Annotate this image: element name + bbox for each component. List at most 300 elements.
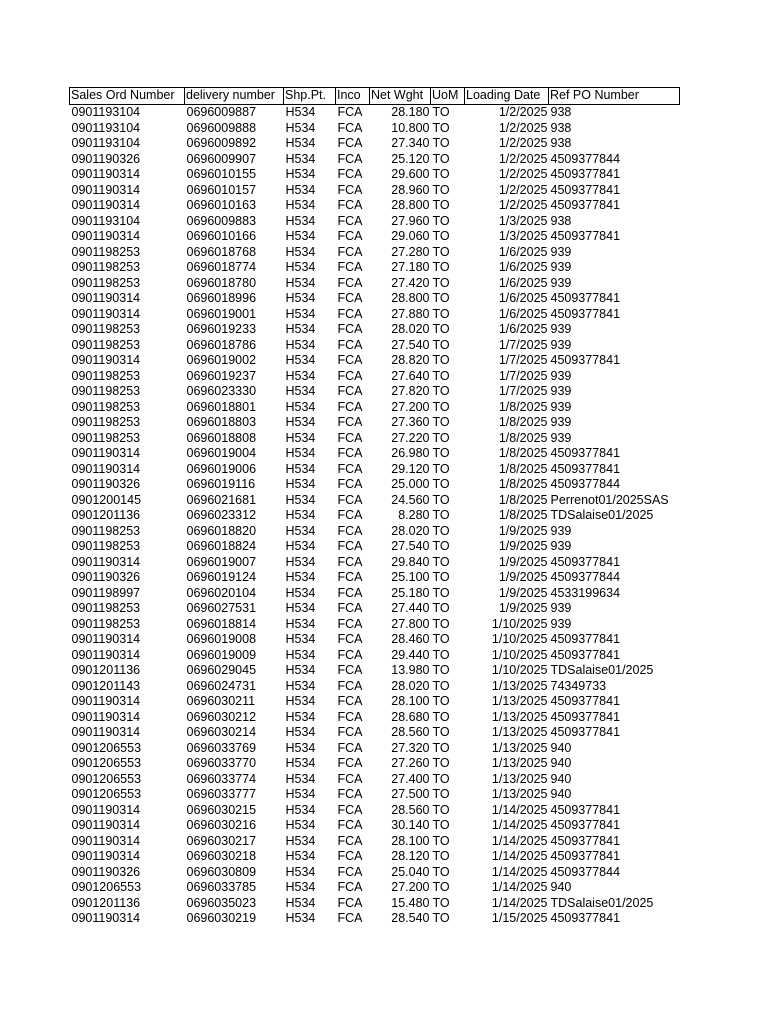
ref-po-number-cell: 939 <box>550 337 572 352</box>
ref-po-number-cell: 4509377841 <box>550 709 621 724</box>
header-loading-date: Loading Date <box>465 88 549 105</box>
shipping-point-cell: H534 <box>285 198 316 212</box>
loading-date-cell: 1/7/2025 <box>498 368 548 383</box>
uom-cell: TO <box>432 849 450 863</box>
loading-date-cell: 1/10/2025 <box>491 616 548 631</box>
ref-po-number-cell: 940 <box>550 880 572 894</box>
inco-cell: FCA <box>337 508 363 522</box>
loading-date-cell: 1/2/2025 <box>498 105 548 119</box>
net-weight-cell: 28.540 <box>391 911 430 925</box>
table-row <box>70 818 680 834</box>
table-header <box>70 88 680 105</box>
net-weight-cell: 27.200 <box>391 880 430 894</box>
ref-po-number-cell: 938 <box>550 105 572 119</box>
loading-date-cell: 1/6/2025 <box>498 291 548 305</box>
shipping-point-cell: H534 <box>285 275 316 290</box>
ref-po-number-cell: 939 <box>550 430 572 445</box>
net-weight-cell: 27.220 <box>391 430 430 445</box>
inco-cell: FCA <box>337 601 363 615</box>
header-delivery-number: delivery number <box>185 88 284 105</box>
loading-date-cell: 1/8/2025 <box>498 461 548 476</box>
loading-date-cell: 1/14/2025 <box>491 895 548 910</box>
net-weight-cell: 27.280 <box>391 244 430 259</box>
ref-po-number-cell: 939 <box>550 384 572 398</box>
inco-cell: FCA <box>337 384 363 398</box>
net-weight-cell: 28.820 <box>391 353 430 367</box>
table-row <box>70 756 680 772</box>
inco-cell: FCA <box>337 709 363 724</box>
delivery-number-cell: 0696030216 <box>186 818 257 832</box>
inco-cell: FCA <box>337 585 363 600</box>
net-weight-cell: 28.560 <box>391 802 430 817</box>
net-weight-cell: 28.960 <box>391 182 430 197</box>
shipping-point-cell: H534 <box>285 911 316 925</box>
loading-date-cell: 1/9/2025 <box>498 585 548 600</box>
ref-po-number-cell: 4533199634 <box>550 585 621 600</box>
header-net-weight: Net Wght <box>370 88 431 105</box>
sales-ord-number-cell: 0901201136 <box>71 508 141 522</box>
loading-date-cell: 1/14/2025 <box>491 880 548 894</box>
shipping-point-cell: H534 <box>285 601 316 615</box>
uom-cell: TO <box>432 864 450 879</box>
delivery-number-cell: 0696019002 <box>186 353 257 367</box>
delivery-number-cell: 0696027531 <box>186 601 257 615</box>
sales-ord-number-cell: 0901190314 <box>71 182 141 197</box>
loading-date-cell: 1/2/2025 <box>498 136 548 150</box>
inco-cell: FCA <box>337 182 363 197</box>
shipping-point-cell: H534 <box>285 523 316 538</box>
table-row <box>70 245 680 261</box>
ref-po-number-cell: 4509377844 <box>550 151 621 166</box>
net-weight-cell: 29.440 <box>391 647 430 662</box>
delivery-number-cell: 0696029045 <box>186 663 257 677</box>
ref-po-number-cell: 4509377841 <box>550 306 621 321</box>
delivery-number-cell: 0696030214 <box>186 725 257 739</box>
ref-po-number-cell: 4509377841 <box>550 198 621 212</box>
ref-po-number-cell: 939 <box>550 368 572 383</box>
ref-po-number-cell: 4509377841 <box>550 229 621 243</box>
sales-ord-number-cell: 0901201136 <box>71 663 141 677</box>
inco-cell: FCA <box>337 647 363 662</box>
loading-date-cell: 1/13/2025 <box>491 756 548 770</box>
loading-date-cell: 1/9/2025 <box>498 570 548 584</box>
net-weight-cell: 25.180 <box>391 585 430 600</box>
header-shipping-point: Shp.Pt. <box>284 88 336 105</box>
delivery-number-cell: 0696033785 <box>186 880 257 894</box>
net-weight-cell: 29.600 <box>391 167 430 181</box>
table-body <box>70 105 680 927</box>
delivery-number-cell: 0696024731 <box>186 678 257 693</box>
sales-ord-number-cell: 0901193104 <box>71 120 141 135</box>
ref-po-number-cell: 939 <box>550 601 572 615</box>
uom-cell: TO <box>432 663 450 677</box>
delivery-number-cell: 0696019001 <box>186 306 257 321</box>
uom-cell: TO <box>432 508 450 522</box>
ref-po-number-cell: 939 <box>550 523 572 538</box>
loading-date-cell: 1/9/2025 <box>498 554 548 569</box>
net-weight-cell: 27.200 <box>391 399 430 414</box>
sales-ord-number-cell: 0901190326 <box>71 864 141 879</box>
delivery-number-cell: 0696033777 <box>186 787 257 801</box>
table-row <box>70 896 680 912</box>
table-row <box>70 741 680 757</box>
loading-date-cell: 1/7/2025 <box>498 353 548 367</box>
uom-cell: TO <box>432 616 450 631</box>
inco-cell: FCA <box>337 849 363 863</box>
shipping-point-cell: H534 <box>285 864 316 879</box>
net-weight-cell: 27.260 <box>391 756 430 770</box>
table-row <box>70 601 680 617</box>
uom-cell: TO <box>432 182 450 197</box>
net-weight-cell: 28.120 <box>391 849 430 863</box>
shipping-point-cell: H534 <box>285 306 316 321</box>
shipping-point-cell: H534 <box>285 849 316 863</box>
inco-cell: FCA <box>337 105 363 119</box>
table-row <box>70 648 680 664</box>
uom-cell: TO <box>432 771 450 786</box>
ref-po-number-cell: 4509377841 <box>550 167 621 181</box>
shipping-point-cell: H534 <box>285 554 316 569</box>
ref-po-number-cell: 4509377844 <box>550 570 621 584</box>
loading-date-cell: 1/3/2025 <box>498 213 548 228</box>
inco-cell: FCA <box>337 787 363 801</box>
loading-date-cell: 1/8/2025 <box>498 399 548 414</box>
sales-ord-number-cell: 0901193104 <box>71 213 141 228</box>
ref-po-number-cell: 4509377841 <box>550 725 621 739</box>
table-row <box>70 865 680 881</box>
delivery-number-cell: 0696019009 <box>186 647 257 662</box>
delivery-number-cell: 0696018803 <box>186 415 257 429</box>
inco-cell: FCA <box>337 663 363 677</box>
shipping-point-cell: H534 <box>285 802 316 817</box>
shipping-point-cell: H534 <box>285 787 316 801</box>
sales-ord-number-cell: 0901201143 <box>71 678 141 693</box>
ref-po-number-cell: 4509377841 <box>550 632 621 646</box>
net-weight-cell: 25.120 <box>391 151 430 166</box>
shipping-point-cell: H534 <box>285 632 316 646</box>
shipping-point-cell: H534 <box>285 616 316 631</box>
shipping-point-cell: H534 <box>285 895 316 910</box>
uom-cell: TO <box>432 523 450 538</box>
table-row <box>70 353 680 369</box>
shipping-point-cell: H534 <box>285 818 316 832</box>
inco-cell: FCA <box>337 911 363 925</box>
net-weight-cell: 28.560 <box>391 725 430 739</box>
uom-cell: TO <box>432 415 450 429</box>
shipping-point-cell: H534 <box>285 678 316 693</box>
inco-cell: FCA <box>337 461 363 476</box>
net-weight-cell: 27.440 <box>391 601 430 615</box>
sales-ord-number-cell: 0901190314 <box>71 306 141 321</box>
uom-cell: TO <box>432 368 450 383</box>
uom-cell: TO <box>432 539 450 553</box>
inco-cell: FCA <box>337 151 363 166</box>
delivery-number-cell: 0696018768 <box>186 244 257 259</box>
delivery-number-cell: 0696019006 <box>186 461 257 476</box>
ref-po-number-cell: Perrenot01/2025SAS <box>550 492 669 507</box>
inco-cell: FCA <box>337 492 363 507</box>
ref-po-number-cell: 4509377841 <box>550 833 621 848</box>
ref-po-number-cell: 4509377841 <box>550 694 621 708</box>
ref-po-number-cell: 4509377841 <box>550 802 621 817</box>
loading-date-cell: 1/13/2025 <box>491 709 548 724</box>
sales-ord-number-cell: 0901201136 <box>71 895 141 910</box>
ref-po-number-cell: 939 <box>550 415 572 429</box>
net-weight-cell: 28.680 <box>391 709 430 724</box>
shipping-point-cell: H534 <box>285 570 316 584</box>
inco-cell: FCA <box>337 368 363 383</box>
table-row <box>70 477 680 493</box>
delivery-number-cell: 0696010163 <box>186 198 257 212</box>
shipping-point-cell: H534 <box>285 430 316 445</box>
loading-date-cell: 1/10/2025 <box>491 663 548 677</box>
delivery-number-cell: 0696019008 <box>186 632 257 646</box>
uom-cell: TO <box>432 911 450 925</box>
uom-cell: TO <box>432 756 450 770</box>
loading-date-cell: 1/6/2025 <box>498 322 548 336</box>
ref-po-number-cell: 940 <box>550 756 572 770</box>
net-weight-cell: 27.820 <box>391 384 430 398</box>
ref-po-number-cell: 939 <box>550 322 572 336</box>
shipping-point-cell: H534 <box>285 477 316 491</box>
loading-date-cell: 1/9/2025 <box>498 523 548 538</box>
sales-ord-number-cell: 0901206553 <box>71 787 142 801</box>
table-row <box>70 725 680 741</box>
uom-cell: TO <box>432 353 450 367</box>
table-row <box>70 772 680 788</box>
table-row <box>70 276 680 292</box>
sales-ord-number-cell: 0901190314 <box>71 911 141 925</box>
net-weight-cell: 27.360 <box>391 415 430 429</box>
delivery-number-cell: 0696018786 <box>186 337 257 352</box>
inco-cell: FCA <box>337 167 363 181</box>
delivery-number-cell: 0696030215 <box>186 802 257 817</box>
inco-cell: FCA <box>337 291 363 305</box>
uom-cell: TO <box>432 585 450 600</box>
table-row <box>70 508 680 524</box>
delivery-number-cell: 0696023312 <box>186 508 257 522</box>
ref-po-number-cell: 4509377841 <box>550 554 621 569</box>
loading-date-cell: 1/8/2025 <box>498 446 548 460</box>
shipping-point-cell: H534 <box>285 539 316 553</box>
uom-cell: TO <box>432 337 450 352</box>
net-weight-cell: 27.320 <box>391 740 430 755</box>
ref-po-number-cell: 4509377841 <box>550 182 621 197</box>
ref-po-number-cell: 4509377841 <box>550 849 621 863</box>
loading-date-cell: 1/14/2025 <box>491 849 548 863</box>
delivery-number-cell: 0696018801 <box>186 399 257 414</box>
uom-cell: TO <box>432 461 450 476</box>
ref-po-number-cell: 4509377841 <box>550 461 621 476</box>
shipping-point-cell: H534 <box>285 694 316 708</box>
inco-cell: FCA <box>337 260 363 274</box>
table-row <box>70 524 680 540</box>
loading-date-cell: 1/10/2025 <box>491 647 548 662</box>
ref-po-number-cell: 939 <box>550 399 572 414</box>
uom-cell: TO <box>432 740 450 755</box>
table-row <box>70 152 680 168</box>
uom-cell: TO <box>432 694 450 708</box>
sales-ord-number-cell: 0901198253 <box>71 523 141 538</box>
delivery-number-cell: 0696018820 <box>186 523 257 538</box>
ref-po-number-cell: TDSalaise01/2025 <box>550 508 654 522</box>
table-row <box>70 167 680 183</box>
uom-cell: TO <box>432 167 450 181</box>
ref-po-number-cell: 4509377844 <box>550 477 621 491</box>
inco-cell: FCA <box>337 818 363 832</box>
uom-cell: TO <box>432 492 450 507</box>
inco-cell: FCA <box>337 570 363 584</box>
header-sales-ord-number: Sales Ord Number <box>70 88 185 105</box>
uom-cell: TO <box>432 787 450 801</box>
delivery-number-cell: 0696030219 <box>186 911 257 925</box>
table-row <box>70 369 680 385</box>
loading-date-cell: 1/8/2025 <box>498 430 548 445</box>
delivery-number-cell: 0696018814 <box>186 616 257 631</box>
table-row <box>70 911 680 927</box>
loading-date-cell: 1/9/2025 <box>498 601 548 615</box>
net-weight-cell: 27.640 <box>391 368 430 383</box>
uom-cell: TO <box>432 260 450 274</box>
delivery-number-cell: 0696030809 <box>186 864 257 879</box>
uom-cell: TO <box>432 213 450 228</box>
loading-date-cell: 1/10/2025 <box>491 632 548 646</box>
table-row <box>70 260 680 276</box>
delivery-number-cell: 0696033774 <box>186 771 257 786</box>
uom-cell: TO <box>432 477 450 491</box>
inco-cell: FCA <box>337 523 363 538</box>
table-row <box>70 400 680 416</box>
uom-cell: TO <box>432 554 450 569</box>
shipping-point-cell: H534 <box>285 353 316 367</box>
delivery-number-cell: 0696009887 <box>186 105 257 119</box>
shipping-point-cell: H534 <box>285 229 316 243</box>
sales-ord-number-cell: 0901206553 <box>71 756 142 770</box>
table-row <box>70 384 680 400</box>
sales-ord-number-cell: 0901190326 <box>71 570 141 584</box>
uom-cell: TO <box>432 647 450 662</box>
delivery-number-cell: 0696033770 <box>186 756 257 770</box>
table-row <box>70 136 680 152</box>
net-weight-cell: 25.100 <box>391 570 430 584</box>
sales-ord-number-cell: 0901190314 <box>71 291 141 305</box>
header-ref-po-number: Ref PO Number <box>549 88 680 105</box>
delivery-number-cell: 0696030211 <box>186 694 256 708</box>
delivery-number-cell: 0696018824 <box>186 539 257 553</box>
shipping-point-cell: H534 <box>285 337 316 352</box>
ref-po-number-cell: 938 <box>550 136 572 150</box>
inco-cell: FCA <box>337 895 363 910</box>
table-row <box>70 198 680 214</box>
shipping-point-cell: H534 <box>285 833 316 848</box>
inco-cell: FCA <box>337 539 363 553</box>
shipping-point-cell: H534 <box>285 585 316 600</box>
inco-cell: FCA <box>337 229 363 243</box>
sales-ord-number-cell: 0901198253 <box>71 275 141 290</box>
net-weight-cell: 27.540 <box>391 539 430 553</box>
loading-date-cell: 1/13/2025 <box>491 787 548 801</box>
table-row <box>70 446 680 462</box>
loading-date-cell: 1/14/2025 <box>491 802 548 817</box>
ref-po-number-cell: 940 <box>550 740 572 755</box>
sales-ord-number-cell: 0901198253 <box>71 322 141 336</box>
ref-po-number-cell: 940 <box>550 771 572 786</box>
uom-cell: TO <box>432 198 450 212</box>
net-weight-cell: 26.980 <box>391 446 430 460</box>
ref-po-number-cell: 4509377841 <box>550 818 621 832</box>
uom-cell: TO <box>432 601 450 615</box>
inco-cell: FCA <box>337 477 363 491</box>
table-row <box>70 834 680 850</box>
table-row <box>70 880 680 896</box>
table-row <box>70 322 680 338</box>
net-weight-cell: 28.020 <box>391 523 430 538</box>
delivery-number-cell: 0696030217 <box>186 833 257 848</box>
delivery-number-cell: 0696021681 <box>186 492 257 507</box>
sales-ord-number-cell: 0901190314 <box>71 229 141 243</box>
loading-date-cell: 1/13/2025 <box>491 771 548 786</box>
ref-po-number-cell: 4509377841 <box>550 446 621 460</box>
inco-cell: FCA <box>337 337 363 352</box>
uom-cell: TO <box>432 570 450 584</box>
inco-cell: FCA <box>337 880 363 894</box>
sales-ord-number-cell: 0901190314 <box>71 694 141 708</box>
net-weight-cell: 25.040 <box>391 864 430 879</box>
net-weight-cell: 27.880 <box>391 306 430 321</box>
table-row <box>70 338 680 354</box>
inco-cell: FCA <box>337 120 363 135</box>
sales-ord-number-cell: 0901198253 <box>71 368 141 383</box>
table-row <box>70 586 680 602</box>
net-weight-cell: 27.400 <box>391 771 430 786</box>
net-weight-cell: 8.280 <box>398 508 430 522</box>
shipping-point-cell: H534 <box>285 508 316 522</box>
shipping-point-cell: H534 <box>285 182 316 197</box>
inco-cell: FCA <box>337 353 363 367</box>
shipping-point-cell: H534 <box>285 244 316 259</box>
sales-ord-number-cell: 0901198997 <box>71 585 141 600</box>
shipping-point-cell: H534 <box>285 167 316 181</box>
sales-ord-number-cell: 0901190314 <box>71 554 141 569</box>
sales-ord-number-cell: 0901198253 <box>71 415 141 429</box>
shipping-point-cell: H534 <box>285 120 316 135</box>
ref-po-number-cell: 939 <box>550 244 572 259</box>
sales-ord-number-cell: 0901190326 <box>71 477 141 491</box>
delivery-number-cell: 0696010166 <box>186 229 257 243</box>
ref-po-number-cell: TDSalaise01/2025 <box>550 663 654 677</box>
shipping-point-cell: H534 <box>285 322 316 336</box>
uom-cell: TO <box>432 818 450 832</box>
uom-cell: TO <box>432 275 450 290</box>
net-weight-cell: 30.140 <box>391 818 430 832</box>
loading-date-cell: 1/8/2025 <box>498 415 548 429</box>
uom-cell: TO <box>432 678 450 693</box>
table-row <box>70 183 680 199</box>
delivery-number-cell: 0696030212 <box>186 709 257 724</box>
inco-cell: FCA <box>337 725 363 739</box>
sales-ord-number-cell: 0901198253 <box>71 244 141 259</box>
table-row <box>70 105 680 121</box>
delivery-number-cell: 0696009883 <box>186 213 257 228</box>
net-weight-cell: 27.960 <box>391 213 430 228</box>
loading-date-cell: 1/6/2025 <box>498 260 548 274</box>
uom-cell: TO <box>432 244 450 259</box>
delivery-number-cell: 0696018774 <box>186 260 257 274</box>
net-weight-cell: 29.120 <box>391 461 430 476</box>
net-weight-cell: 28.020 <box>391 322 430 336</box>
sales-ord-number-cell: 0901190314 <box>71 632 141 646</box>
net-weight-cell: 27.500 <box>391 787 430 801</box>
